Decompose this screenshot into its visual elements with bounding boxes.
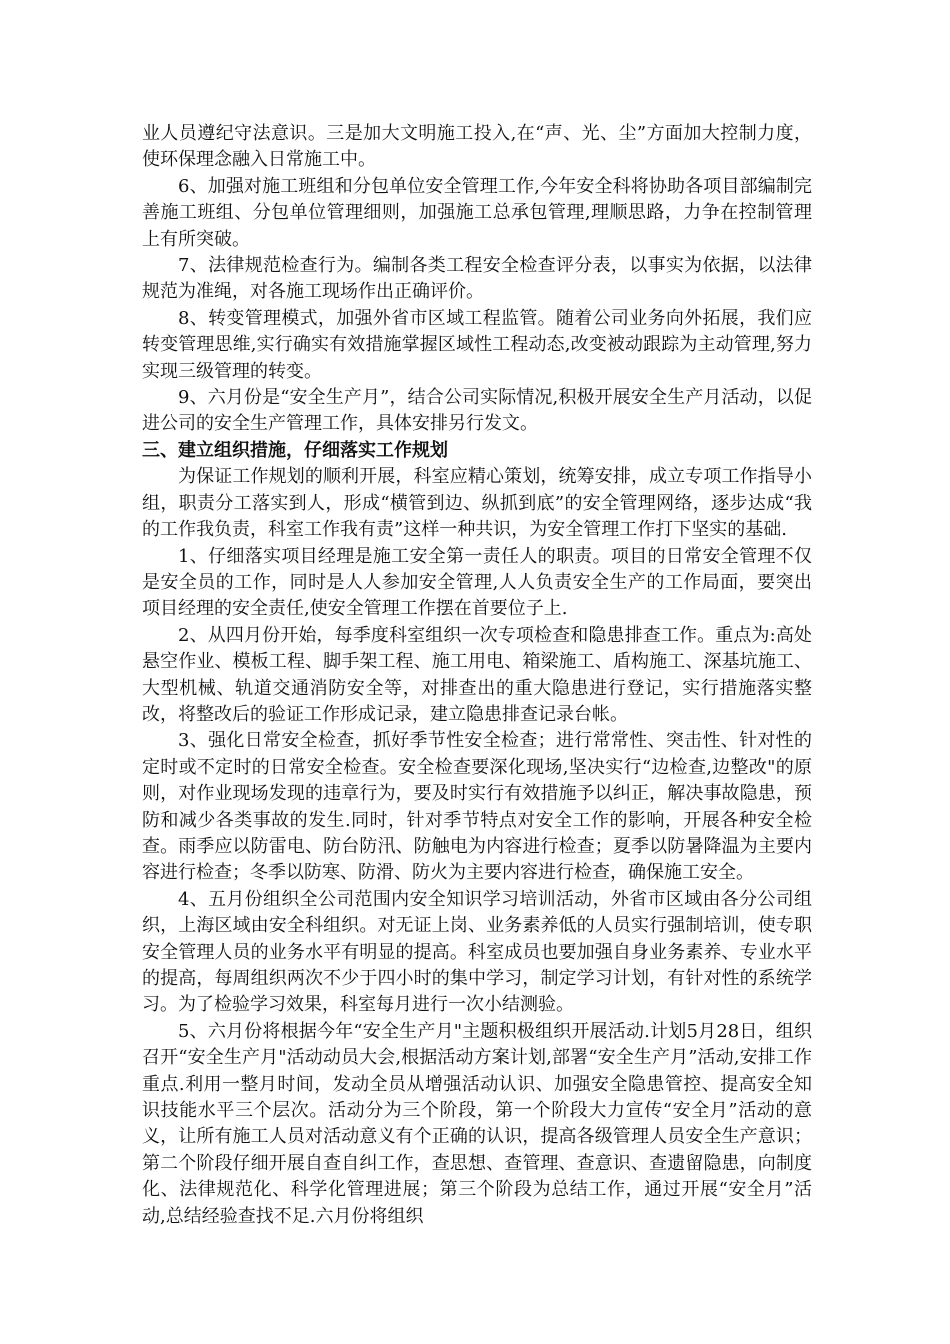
- paragraph-continuation: 业人员遵纪守法意识。三是加大文明施工投入,在“声、光、尘”方面加大控制力度，使环保理念融入日常施工中。: [142, 123, 812, 171]
- paragraph-item-6: 6、加强对施工班组和分包单位安全管理工作,今年安全科将协助各项目部编制完善施工班组、分包单位管理细则，加强施工总承包管理,理顺思路，力争在控制管理上有所突破。: [142, 175, 812, 250]
- paragraph-section-intro: 为保证工作规划的顺利开展，科室应精心策划，统筹安排，成立专项工作指导小组，职责分工落实到人，形成“横管到边、纵抓到底”的安全管理网络，逐步达成“我的工作我负责，科室工作我有责”这样一种共识，为安全管理工作打下坚实的基础.: [142, 466, 812, 541]
- paragraph-sub-item-3: 3、强化日常安全检查，抓好季节性安全检查；进行常常性、突击性、针对性的定时或不定时的日常安全检查。安全检查要深化现场,坚决实行“边检查,边整改"的原则，对作业现场发现的违章行为，要及时实行有效措施予以纠正，解决事故隐患，预防和减少各类事故的发生.同时，针对季节特点对安全工作的影响，开展各种安全检查。雨季应以防雷电、防台防汛、防触电为内容进行检查；夏季以防暑降温为主要内容进行检查；冬季以防寒、防滑、防火为主要内容进行检查，确保施工安全。: [142, 730, 812, 884]
- paragraph-sub-item-2: 2、从四月份开始，每季度科室组织一次专项检查和隐患排查工作。重点为:高处悬空作业、模板工程、脚手架工程、施工用电、箱梁施工、盾构施工、深基坑施工、大型机械、轨道交通消防安全等，对排查出的重大隐患进行登记，实行措施落实整改，将整改后的验证工作形成记录，建立隐患排查记录台帐。: [142, 624, 812, 725]
- paragraph-sub-item-5: 5、六月份将根据今年“安全生产月"主题积极组织开展活动.计划5月28日，组织召开“安全生产月"活动动员大会,根据活动方案计划,部署“安全生产月”活动,安排工作重点.利用一整月时间，发动全员从增强活动认识、加强安全隐患管控、提高安全知识技能水平三个层次。活动分为三个阶段，第一个阶段大力宣传“安全月”活动的意义，让所有施工人员对活动意义有个正确的认识，提高各级管理人员安全生产意识；第二个阶段仔细开展自查自纠工作，查思想、查管理、查意识、查遗留隐患，向制度化、法律规范化、科学化管理进展；第三个阶段为总结工作，通过开展“安全月”活动,总结经验查找不足.六月份将组织: [142, 1020, 812, 1227]
- paragraph-sub-item-1: 1、仔细落实项目经理是施工安全第一责任人的职责。项目的日常安全管理不仅是安全员的工作，同时是人人参加安全管理,人人负责安全生产的工作局面，要突出项目经理的安全责任,使安全管理工作摆在首要位子上.: [142, 545, 812, 620]
- paragraph-item-7: 7、法律规范检查行为。编制各类工程安全检查评分表，以事实为依据，以法律规范为准绳，对各施工现场作出正确评价。: [142, 255, 812, 303]
- section-heading-3: 三、建立组织措施，仔细落实工作规划: [142, 439, 448, 461]
- paragraph-item-9: 9、六月份是“安全生产月”，结合公司实际情况,积极开展安全生产月活动，以促进公司的安全生产管理工作，具体安排另行发文。: [142, 387, 812, 435]
- document-page: [142, 121, 812, 1230]
- paragraph-item-8: 8、转变管理模式，加强外省市区域工程监管。随着公司业务向外拓展，我们应转变管理思维,实行确实有效措施掌握区域性工程动态,改变被动跟踪为主动管理,努力实现三级管理的转变。: [142, 307, 812, 382]
- paragraph-sub-item-4: 4、五月份组织全公司范围内安全知识学习培训活动，外省市区域由各分公司组织，上海区域由安全科组织。对无证上岗、业务素养低的人员实行强制培训，使专职安全管理人员的业务水平有明显的提高。科室成员也要加强自身业务素养、专业水平的提高，每周组织两次不少于四小时的集中学习，制定学习计划，有针对性的系统学习。为了检验学习效果，科室每月进行一次小结测验。: [142, 888, 812, 1016]
